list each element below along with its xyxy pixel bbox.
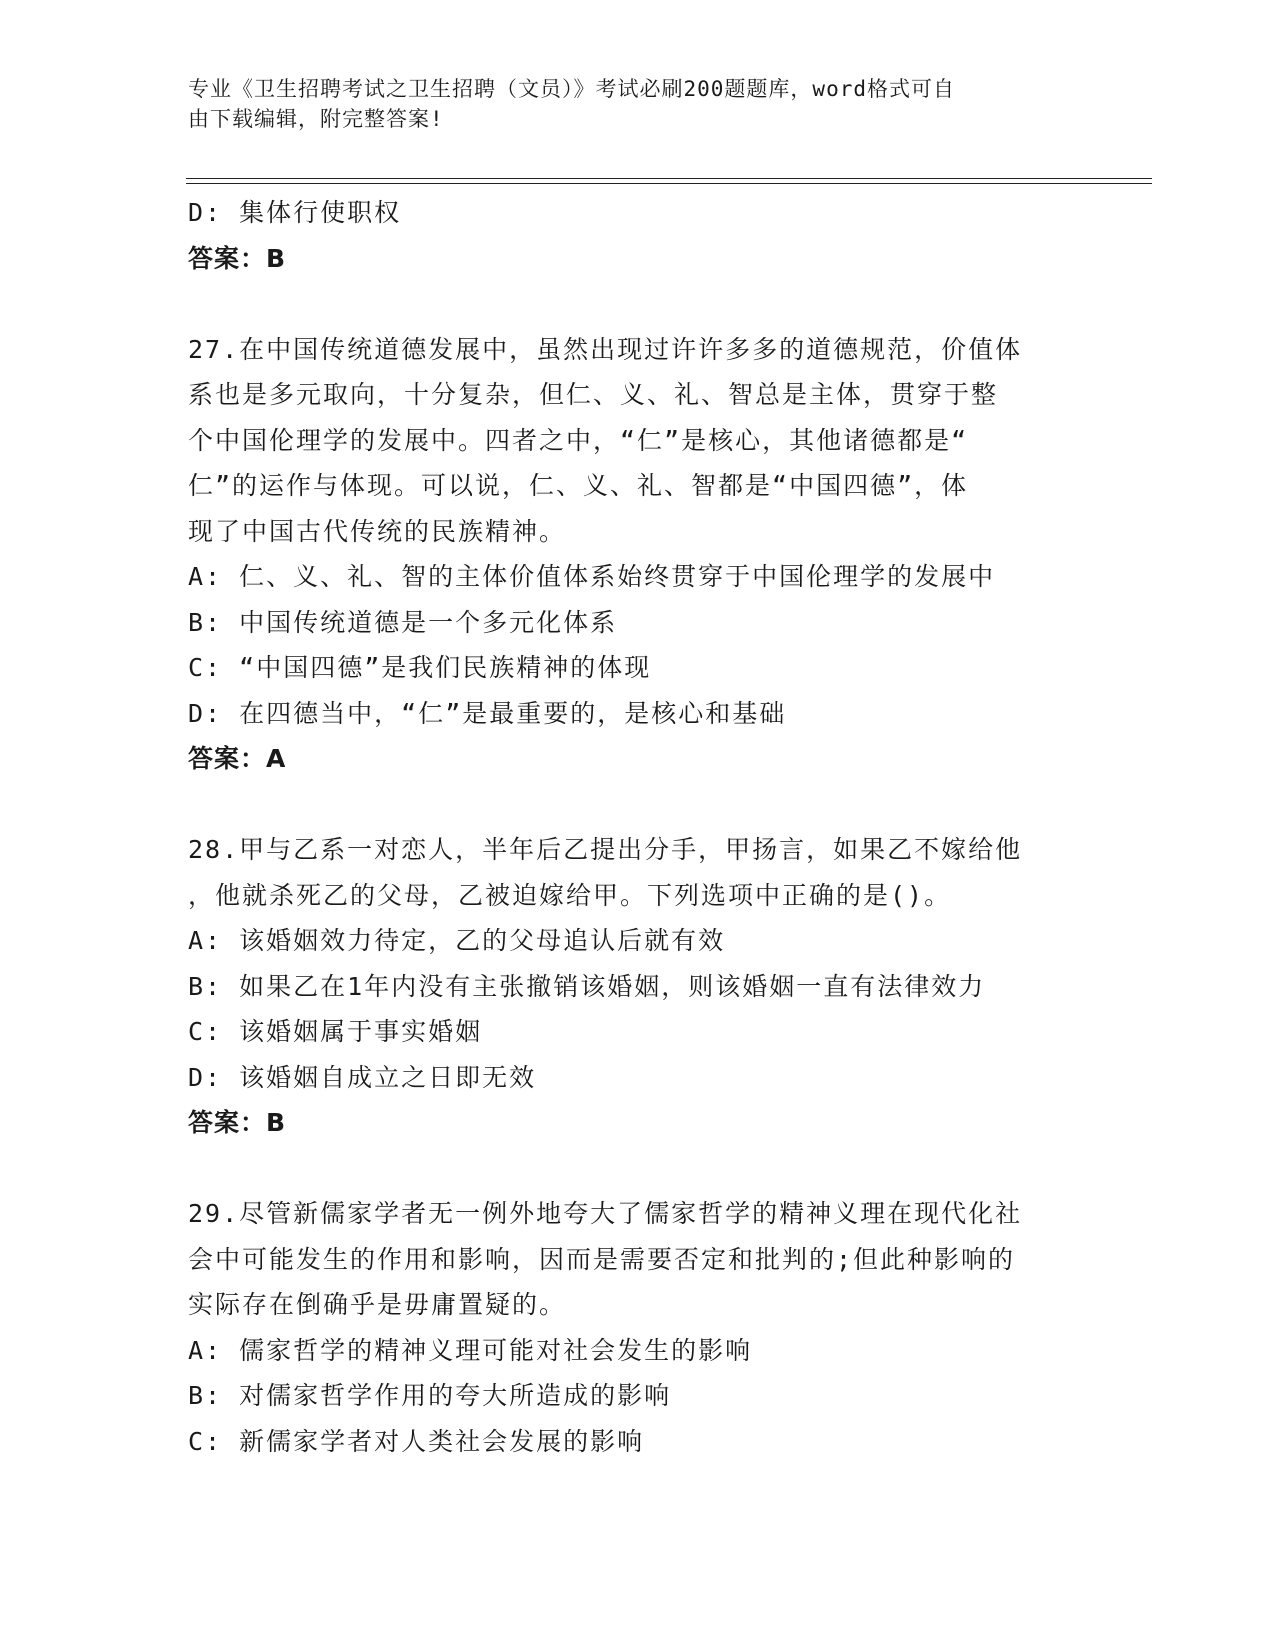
header-line-1: 专业《卫生招聘考试之卫生招聘（文员）》考试必刷200题题库，word格式可自: [188, 77, 955, 101]
q27-option-d: D: 在四德当中，“仁”是最重要的，是核心和基础: [188, 698, 787, 728]
q28-option-a: A: 该婚姻效力待定，乙的父母追认后就有效: [188, 926, 726, 955]
header-divider-top: [186, 178, 1152, 179]
page-header: [188, 74, 1068, 134]
q28-option-d: D: 该婚姻自成立之日即无效: [188, 1062, 537, 1092]
q27-stem-line: 系也是多元取向，十分复杂，但仁、义、礼、智总是主体，贯穿于整: [188, 380, 999, 409]
q27-stem-line: 27.在中国传统道德发展中，虽然出现过许许多多的道德规范，价值体: [188, 334, 1023, 364]
q27-stem-line: 仁”的运作与体现。可以说，仁、义、礼、智都是“中国四德”，体: [188, 471, 969, 500]
q28-stem-line: 28.甲与乙系一对恋人，半年后乙提出分手，甲扬言，如果乙不嫁给他: [188, 835, 1023, 864]
q29-stem-line: 实际存在倒确乎是毋庸置疑的。: [188, 1290, 567, 1319]
prev-option-d: D: 集体行使职权: [188, 198, 402, 227]
question-27: [188, 327, 1088, 782]
q27-stem-line: 个中国伦理学的发展中。四者之中，“仁”是核心，其他诸德都是“: [188, 425, 969, 455]
question-28: [188, 827, 1088, 1146]
q29-stem-line: 29.尽管新儒家学者无一例外地夸大了儒家哲学的精神义理在现代化社: [188, 1199, 1023, 1228]
q29-option-a: A: 儒家哲学的精神义理可能对社会发生的影响: [188, 1335, 753, 1365]
question-29: [188, 1191, 1088, 1464]
q28-option-c: C: 该婚姻属于事实婚姻: [188, 1017, 483, 1046]
q27-option-c: C: “中国四德”是我们民族精神的体现: [188, 653, 652, 682]
q27-stem-line: 现了中国古代传统的民族精神。: [188, 516, 567, 546]
q27-answer: 答案：A: [188, 744, 287, 773]
q28-option-b: B: 如果乙在1年内没有主张撤销该婚姻，则该婚姻一直有法律效力: [188, 971, 986, 1001]
prev-answer: 答案：B: [188, 243, 287, 273]
q29-option-b: B: 对儒家哲学作用的夸大所造成的影响: [188, 1381, 672, 1410]
q27-option-a: A: 仁、义、礼、智的主体价值体系始终贯穿于中国伦理学的发展中: [188, 562, 996, 591]
header-divider-bottom: [186, 183, 1152, 184]
question-content: [188, 190, 1088, 1464]
q28-stem-line: ，他就杀死乙的父母，乙被迫嫁给甲。下列选项中正确的是()。: [188, 880, 952, 910]
q27-option-b: B: 中国传统道德是一个多元化体系: [188, 607, 618, 637]
q28-answer: 答案：B: [188, 1108, 287, 1137]
q29-stem-line: 会中可能发生的作用和影响，因而是需要否定和批判的;但此种影响的: [188, 1244, 1016, 1274]
q29-option-c: C: 新儒家学者对人类社会发展的影响: [188, 1426, 645, 1456]
header-line-2: 由下载编辑，附完整答案!: [188, 107, 444, 131]
